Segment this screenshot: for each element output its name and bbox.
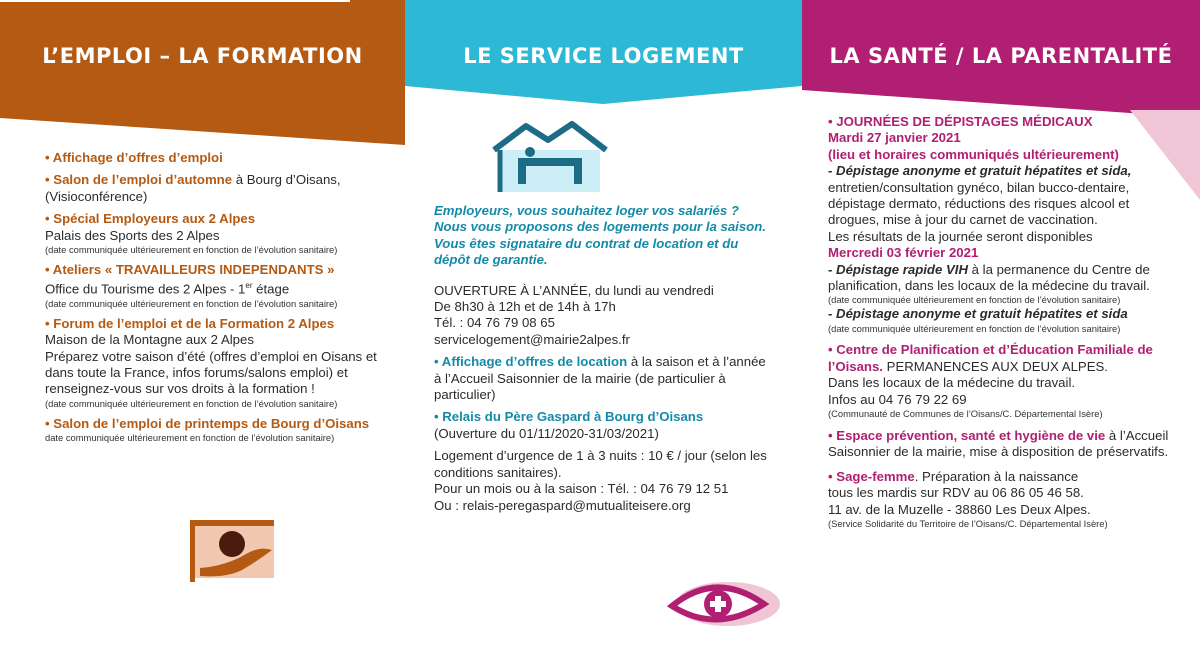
item-title: • Sage-femme: [828, 468, 915, 484]
item-note: (date communiquée ultérieurement en fonction de l’évolution sanitaire): [45, 244, 338, 256]
list-item: [828, 114, 1173, 334]
list-item: [828, 342, 1173, 419]
item-note: (date communiquée ultérieurement en fonction de l’évolution sanitaire): [828, 294, 1121, 306]
item-title: • Relais du Père Gaspard à Bourg d’Oisans: [434, 409, 704, 425]
item-title: • Salon de l’emploi d’automne: [45, 172, 233, 188]
list-item: [828, 428, 1173, 461]
item-text3: Infos au 04 76 79 22 69: [828, 391, 967, 407]
house-bed-icon: [490, 120, 610, 194]
item-text: Maison de la Montagne aux 2 Alpes: [45, 332, 254, 348]
logement-column: [434, 203, 774, 520]
logement-intro: Employeurs, vous souhaitez loger vos salariés ? Nous vous proposons des logements pour la saison. Vous êtes signataire du contrat de location et du dépôt de garantie.: [434, 203, 766, 268]
item-text2: Les résultats de la journée seront disponibles: [828, 228, 1093, 244]
item-text: à Bourg d’Oisans, (Visioconférence): [45, 172, 341, 204]
item-text2: Dans les locaux de la médecine du travail.: [828, 375, 1076, 391]
date: Mardi 27 janvier 2021: [828, 130, 961, 146]
list-item: [434, 354, 774, 403]
item-title: • Salon de l’emploi de printemps de Bourg d’Oisans: [45, 415, 370, 431]
item-text: à l’Accueil Saisonnier de la mairie, mise à disposition de préservatifs.: [828, 427, 1169, 460]
sante-column: [828, 114, 1173, 536]
emploi-column: [45, 150, 385, 450]
item-text2: Logement d’urgence de 1 à 3 nuits : 10 € / jour (selon les conditions sanitaires).: [434, 448, 767, 480]
date: Mercredi 03 février 2021: [828, 245, 979, 261]
eye-cross-icon: [666, 576, 784, 630]
item-note: (Service Solidarité du Territoire de l’Oisans/C. Départemental Isère): [828, 517, 1108, 529]
item-note: (date communiquée ultérieurement en fonction de l’évolution sanitaire): [45, 298, 338, 310]
item-text2: étage: [252, 281, 290, 297]
item-text4: - Dépistage anonyme et gratuit hépatites et sida: [828, 306, 1128, 322]
list-item: [45, 172, 385, 205]
item-title: • Centre de Planification et d’Éducation Familiale de l’Oisans.: [828, 342, 1153, 374]
item-text2: Préparez votre saison d’été (offres d’emploi en Oisans et dans toute la France, infos forums/salons emploi) et renseignez-vous sur vos droits à la formation !: [45, 348, 377, 397]
item-note: date communiquée ultérieurement en fonction de l’évolution sanitaire): [45, 432, 335, 444]
list-item: [45, 211, 385, 256]
item-text: Office du Tourisme des 2 Alpes - 1: [45, 281, 246, 297]
item-text: . Préparation à la naissance: [914, 468, 1079, 484]
item-text3: - Dépistage rapide VIH à la permanence du Centre de planification, dans les locaux de la médecine du travail.: [828, 261, 1150, 294]
item-text2: tous les mardis sur RDV au 06 86 05 46 58.: [828, 485, 1084, 501]
item-title: • JOURNÉES DE DÉPISTAGES MÉDICAUX: [828, 114, 1093, 129]
list-item: [45, 416, 385, 444]
list-item: [434, 409, 774, 513]
item-text: (Ouverture du 01/11/2020-31/03/2021): [434, 425, 659, 441]
item-text: - Dépistage anonyme et gratuit hépatites et sida, entretien/consultation gynéco, bilan bucco-dentaire, dépistage dermato, réductions des risques alcool et drogues, mise à jour du carnet de vaccination.: [828, 163, 1132, 228]
item-text4[interactable]: Ou : relais-peregaspard@mutualiteisere.org: [434, 497, 691, 513]
item-sup: er: [245, 281, 253, 291]
opening: OUVERTURE À L’ANNÉE, du lundi au vendredi: [434, 282, 714, 298]
item-title: • Forum de l’emploi et de la Formation 2 Alpes: [45, 315, 335, 331]
item-text: Palais des Sports des 2 Alpes: [45, 227, 220, 243]
item-note: (Communauté de Communes de l’Oisans/C. Départemental Isère): [828, 408, 1103, 420]
list-item: [828, 469, 1173, 530]
phone: Tél. : 04 76 79 08 65: [434, 315, 555, 331]
item-note: (date communiquée ultérieurement en fonction de l’évolution sanitaire): [45, 397, 338, 409]
title-logement: LE SERVICE LOGEMENT: [463, 44, 744, 68]
item-title: • Affichage d’offres d’emploi: [45, 150, 223, 165]
item-title: • Spécial Employeurs aux 2 Alpes: [45, 211, 256, 227]
item-note: (date communiquée ultérieurement en fonction de l’évolution sanitaire): [828, 322, 1121, 334]
item-title: • Ateliers « TRAVAILLEURS INDEPENDANTS »: [45, 261, 335, 277]
item-text: à la saison et à l’année à l’Accueil Saisonnier de la mairie (de particulier à particulier): [434, 354, 766, 403]
list-item: [45, 262, 385, 310]
item-text3: 11 av. de la Muzelle - 38860 Les Deux Alpes.: [828, 501, 1091, 517]
list-item: [45, 150, 385, 166]
title-emploi: L’EMPLOI – LA FORMATION: [42, 44, 363, 68]
item-title: • Affichage d’offres de location: [434, 354, 628, 370]
item-text3: Pour un mois ou à la saison : Tél. : 04 76 79 12 51: [434, 481, 729, 497]
email-link[interactable]: servicelogement@mairie2alpes.fr: [434, 331, 630, 347]
item-text: PERMANENCES AUX DEUX ALPES.: [882, 358, 1108, 374]
item-title: • Espace prévention, santé et hygiène de vie: [828, 427, 1106, 443]
hours: De 8h30 à 12h et de 14h à 17h: [434, 299, 616, 315]
date-note: (lieu et horaires communiqués ultérieurement): [828, 146, 1119, 162]
list-item: [45, 316, 385, 410]
title-sante: LA SANTÉ / LA PARENTALITÉ: [829, 44, 1173, 68]
hand-eye-icon: [186, 518, 278, 584]
